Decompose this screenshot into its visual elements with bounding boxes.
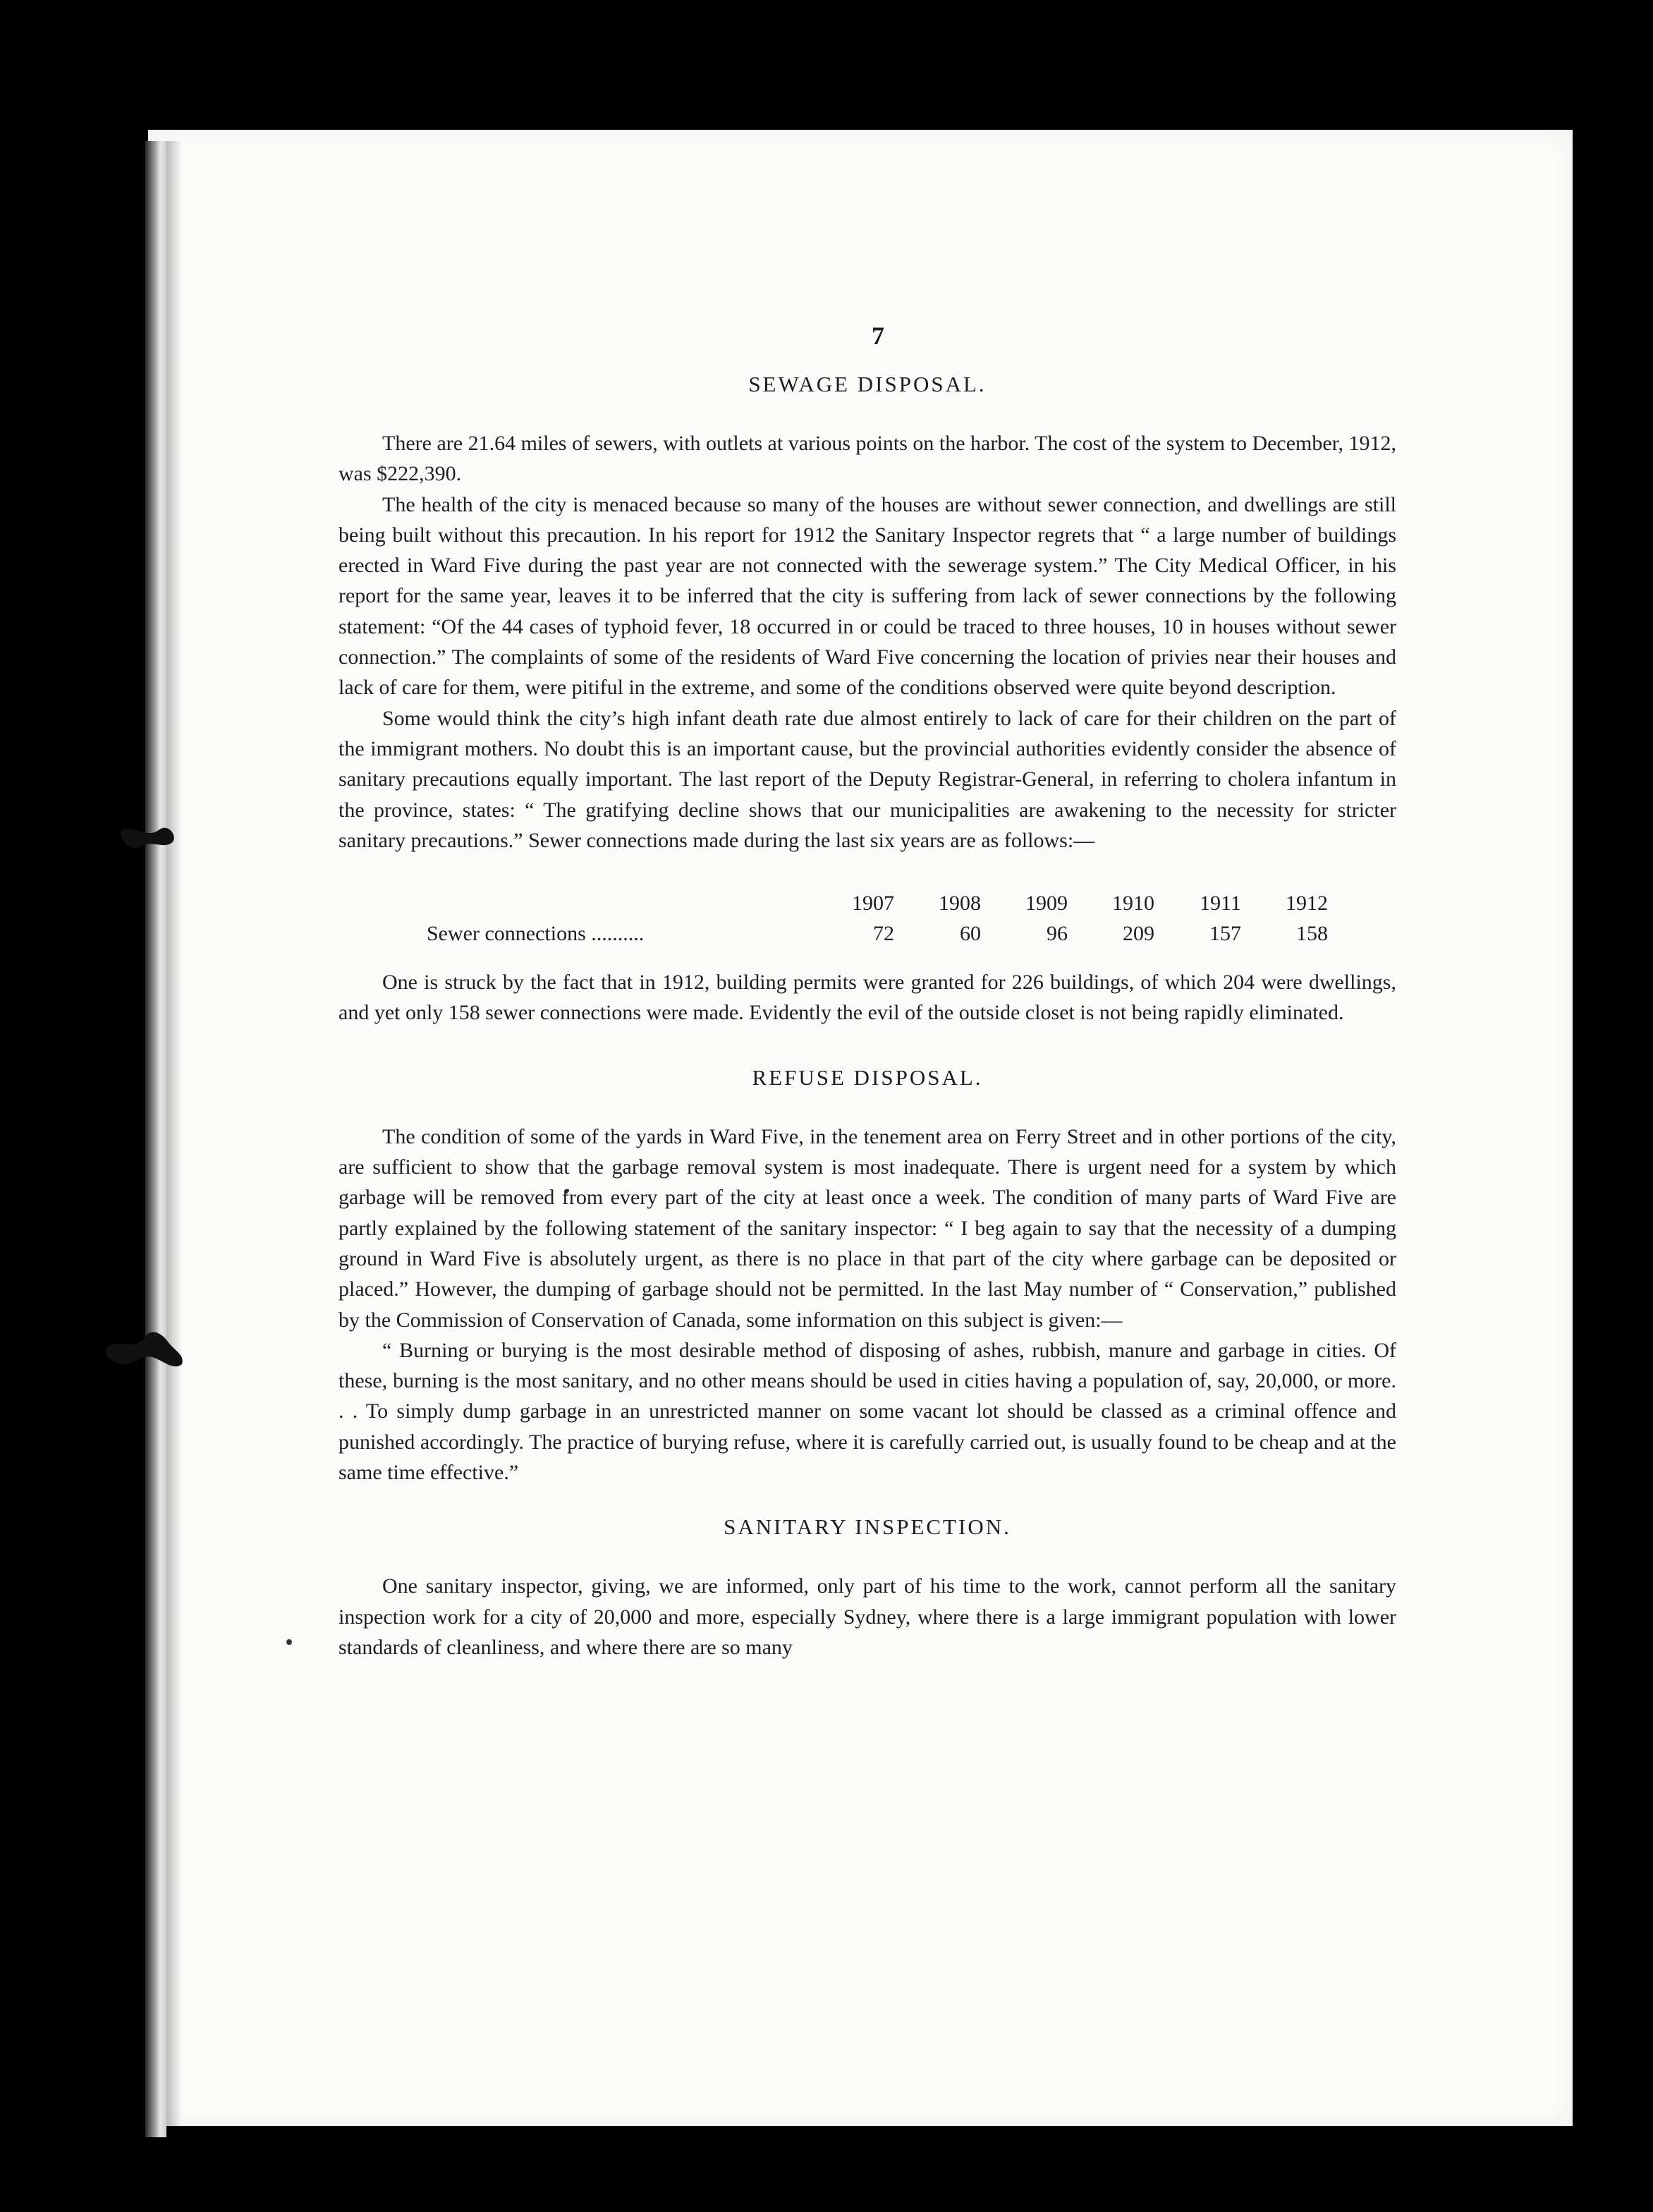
paragraph: One sanitary inspector, giving, we are informed, only part of his time to the work, cannot perform all the sanitary inspection work for a city of 20,000 and more, especially Sydney, where there is a large immigrant population with lower standards of cleanliness, and where there are so many	[338, 1574, 1396, 1659]
year-header: 1912	[1286, 892, 1328, 916]
table-corner	[427, 888, 807, 918]
paragraph: The health of the city is menaced because so many of the houses are without sewer connection, and dwellings are still being built without this precaution. In his report for 1912 the Sanitary Inspector regrets that “ a large number of buildings erected in Ward Five during the past year are not connected with the sewerage system.” The City Medical Officer, in his report for the same year, leaves it to be inferred that the city is suffering from lack of sewer connections by the following statement: “Of the 44 cases of typhoid fever, 18 occurred in or could be traced to three houses, 10 in houses without sewer connection.” The complaints of some of the residents of Ward Five concerning the location of privies near their houses and lack of care for them, were pitiful in the extreme, and some of the conditions observed were quite beyond description.	[338, 492, 1396, 700]
section-heading-inspection: SANITARY INSPECTION.	[724, 1514, 1011, 1540]
table-cell: 209	[1123, 922, 1154, 946]
ink-speck	[286, 1639, 292, 1645]
year-header: 1908	[939, 892, 981, 916]
table-cell: 96	[1047, 922, 1068, 946]
table-cell: 60	[960, 922, 981, 946]
paragraph: Some would think the city’s high infant death rate due almost entirely to lack of care for their children on the part of the immigrant mothers. No doubt this is an important cause, but the provincial authorities evidently consider the absence of sanitary precautions equally important. The last report of the Deputy Registrar-General, in referring to cholera infantum in the province, states: “ The gratifying decline shows that our municipalities are awakening to the necessity for stricter sanitary precautions.” Sewer connections made during the last six years are as follows:—	[338, 706, 1396, 852]
binding-thread-knot	[117, 820, 178, 852]
table-cell: 157	[1209, 922, 1241, 946]
page-number: 7	[872, 322, 884, 350]
table-row	[427, 918, 1396, 949]
section-heading-sewage: SEWAGE DISPOSAL.	[748, 372, 987, 396]
row-label: Sewer connections ..........	[427, 922, 645, 946]
book-binding	[145, 141, 166, 2137]
paragraph: The condition of some of the yards in Ward Five, in the tenement area on Ferry Street and in other portions of the city, are sufficient to show that the garbage removal system is most inadequate. There is urgent need for a system by which garbage will be removed from every part of the city at least once a week. The condition of many parts of Ward Five are partly explained by the following statement of the sanitary inspector: “ I beg again to say that the necessity of a dumping ground in Ward Five is absolutely urgent, as there is no place in that part of the city where garbage can be deposited or placed.” However, the dumping of garbage should not be permitted. In the last May number of “ Conservation,” published by the Commission of Conservation of Canada, some information on this subject is given:—	[338, 1124, 1396, 1332]
paragraph: One is struck by the fact that in 1912, building permits were granted for 226 buildings, of which 204 were dwellings, and yet only 158 sewer connections were made. Evidently the evil of the outside closet is not being rapidly eliminated.	[338, 971, 1396, 1025]
page-content	[338, 321, 1396, 1663]
paragraph: There are 21.64 miles of sewers, with outlets at various points on the harbor. The cost of the system to December, 1912, was $222,390.	[338, 432, 1396, 486]
table-cell: 72	[873, 922, 894, 946]
table-header-row	[427, 888, 1396, 918]
binding-thread-knot	[103, 1323, 186, 1373]
table-cell: 158	[1296, 922, 1328, 946]
binding-shadow	[166, 141, 182, 2137]
year-header: 1910	[1112, 892, 1154, 916]
quoted-paragraph: “ Burning or burying is the most desirable method of disposing of ashes, rubbish, manure and garbage in cities. Of these, burning is the most sanitary, and no other means should be used in cities having a population of, say, 20,000, or more. . . To simply dump garbage in an unrestricted manner on some vacant lot should be classed as a criminal offence and punished accordingly. The practice of burying refuse, where it is carefully carried out, is usually found to be cheap and at the same time effective.”	[338, 1338, 1396, 1485]
year-header: 1911	[1200, 892, 1241, 916]
sewer-connections-table	[427, 888, 1396, 949]
year-header: 1909	[1025, 892, 1068, 916]
year-header: 1907	[852, 892, 894, 916]
section-heading-refuse: REFUSE DISPOSAL.	[752, 1064, 983, 1090]
